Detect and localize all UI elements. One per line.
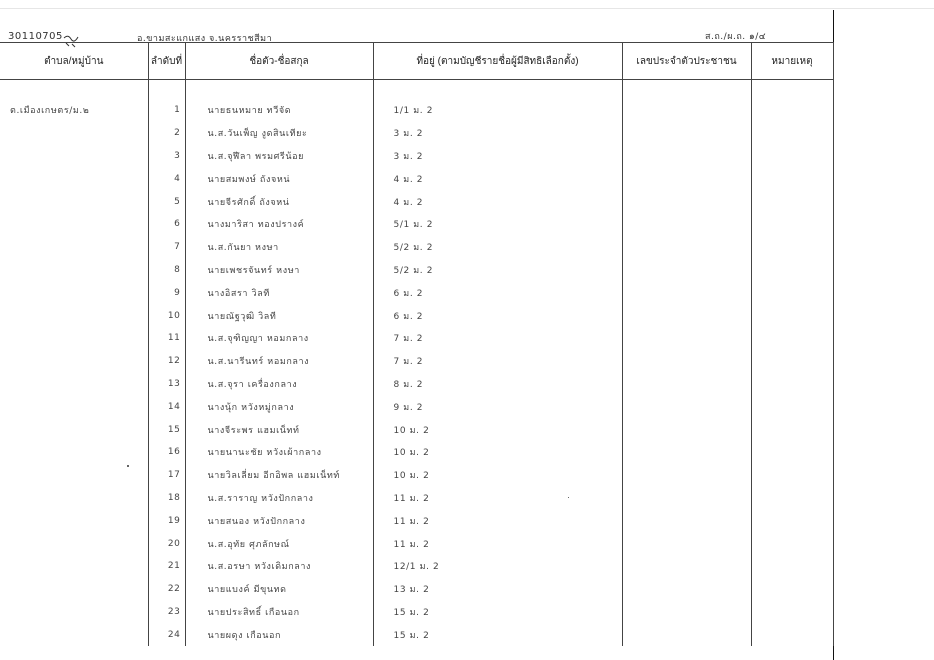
address-cell: 5/2 ม. 2 (373, 236, 622, 259)
col-remark: หมายเหตุ (751, 43, 833, 80)
name-cell: นางอิสรา วิลที (185, 281, 373, 304)
district-label: อ.ขามสะแกแสง จ.นครราชสีมา (137, 34, 273, 44)
order-cell: 21 (148, 555, 185, 578)
order-cell: 23 (148, 601, 185, 624)
order-cell: 20 (148, 532, 185, 555)
address-cell: 10 ม. 2 (373, 418, 622, 441)
name-cell: นายนานะชัย หวังเผ้ากลาง (185, 441, 373, 464)
subdistrict-cell (0, 327, 148, 350)
address-cell: 8 ม. 2 (373, 373, 622, 396)
id-number-cell (622, 167, 751, 190)
address-cell: 9 ม. 2 (373, 395, 622, 418)
id-number-cell (622, 304, 751, 327)
id-number-cell (622, 418, 751, 441)
name-cell: นายวิลเลี่ยม อีกอิพล แฮมเน็ทท์ (185, 464, 373, 487)
order-cell: 6 (148, 213, 185, 236)
order-cell: 7 (148, 236, 185, 259)
remark-cell (751, 99, 833, 122)
id-number-cell (622, 441, 751, 464)
order-cell: 2 (148, 122, 185, 145)
remark-cell (751, 532, 833, 555)
id-number-cell (622, 350, 751, 373)
id-number-cell (622, 373, 751, 396)
id-number-cell (622, 236, 751, 259)
remark-cell (751, 601, 833, 624)
order-cell: 5 (148, 190, 185, 213)
order-cell: 13 (148, 373, 185, 396)
address-cell: 7 ม. 2 (373, 350, 622, 373)
remark-cell (751, 487, 833, 510)
subdistrict-cell (0, 350, 148, 373)
id-number-cell (622, 145, 751, 168)
address-cell: 11 ม. 2 (373, 532, 622, 555)
subdistrict-cell (0, 122, 148, 145)
order-cell: 17 (148, 464, 185, 487)
subdistrict-cell (0, 532, 148, 555)
order-cell: 16 (148, 441, 185, 464)
remark-cell (751, 441, 833, 464)
name-cell: นางจีระพร แฮมเน็ทท์ (185, 418, 373, 441)
table-row (0, 122, 833, 145)
id-number-cell (622, 99, 751, 122)
name-cell: นายจีรศักดิ์ ถังจหน่ (185, 190, 373, 213)
address-cell: 10 ม. 2 (373, 464, 622, 487)
name-cell: น.ส.ราราญ หวังปักกลาง (185, 487, 373, 510)
subdistrict-cell (0, 578, 148, 601)
id-number-cell (622, 623, 751, 646)
id-number-cell (622, 259, 751, 282)
col-order: ลำดับที่ (148, 43, 185, 80)
table-row (0, 441, 833, 464)
scan-speck (127, 465, 129, 467)
subdistrict-cell (0, 213, 148, 236)
order-cell: 10 (148, 304, 185, 327)
id-number-cell (622, 213, 751, 236)
id-number-cell (622, 509, 751, 532)
order-cell: 22 (148, 578, 185, 601)
address-cell: 4 ม. 2 (373, 167, 622, 190)
address-cell: 7 ม. 2 (373, 327, 622, 350)
table-row (0, 532, 833, 555)
name-cell: นายผดุง เกือนอก (185, 623, 373, 646)
subdistrict-cell (0, 190, 148, 213)
remark-cell (751, 418, 833, 441)
id-number-cell (622, 327, 751, 350)
table-header-row (0, 43, 833, 80)
name-cell: นายเพชรจันทร์ หงษา (185, 259, 373, 282)
id-number-cell (622, 578, 751, 601)
subdistrict-cell (0, 167, 148, 190)
table-row (0, 555, 833, 578)
table-row (0, 213, 833, 236)
address-cell: 3 ม. 2 (373, 122, 622, 145)
name-cell: น.ส.จุฑิญญา หอมกลาง (185, 327, 373, 350)
name-cell: นายประสิทธิ์ เกือนอก (185, 601, 373, 624)
order-cell: 4 (148, 167, 185, 190)
id-number-cell (622, 532, 751, 555)
page-number: ส.ถ./ผ.ถ. ๑/๔ (705, 32, 767, 42)
name-cell: น.ส.จุรา เครื่องกลาง (185, 373, 373, 396)
table-row (0, 167, 833, 190)
subdistrict-cell (0, 464, 148, 487)
remark-cell (751, 555, 833, 578)
order-cell: 11 (148, 327, 185, 350)
id-number-cell (622, 601, 751, 624)
top-border (0, 8, 934, 9)
id-number-cell (622, 464, 751, 487)
address-cell: 11 ม. 2 (373, 509, 622, 532)
order-cell: 9 (148, 281, 185, 304)
subdistrict-cell (0, 487, 148, 510)
col-subdistrict: ตำบล/หมู่บ้าน (0, 43, 148, 80)
remark-cell (751, 509, 833, 532)
col-id-number: เลขประจำตัวประชาชน (622, 43, 751, 80)
document-code: 30110705 (8, 31, 63, 42)
table-row (0, 601, 833, 624)
name-cell: น.ส.นารีนทร์ หอมกลาง (185, 350, 373, 373)
name-cell: น.ส.กันยา หงษา (185, 236, 373, 259)
address-cell: 6 ม. 2 (373, 281, 622, 304)
remark-cell (751, 213, 833, 236)
subdistrict-cell (0, 395, 148, 418)
table-row (0, 395, 833, 418)
name-cell: น.ส.อรษา หวังเดิมกลาง (185, 555, 373, 578)
id-number-cell (622, 487, 751, 510)
order-cell: 12 (148, 350, 185, 373)
address-cell: 15 ม. 2 (373, 601, 622, 624)
name-cell: นายณัฐวุฒิ วิลที (185, 304, 373, 327)
col-address: ที่อยู่ (ตามบัญชีรายชื่อผู้มีสิทธิเลือกตั้ง) (373, 43, 622, 80)
id-number-cell (622, 281, 751, 304)
address-cell: 4 ม. 2 (373, 190, 622, 213)
subdistrict-cell (0, 145, 148, 168)
order-cell: 14 (148, 395, 185, 418)
address-cell: 3 ม. 2 (373, 145, 622, 168)
subdistrict-cell (0, 623, 148, 646)
name-cell: นายสมพงษ์ ถังจหน่ (185, 167, 373, 190)
col-name: ชื่อตัว-ชื่อสกุล (185, 43, 373, 80)
subdistrict-cell: ต.เมืองเกษตร/ม.๒ (0, 99, 148, 122)
subdistrict-cell (0, 236, 148, 259)
table-row (0, 281, 833, 304)
table-row (0, 509, 833, 532)
subdistrict-cell (0, 555, 148, 578)
address-cell: 15 ม. 2 (373, 623, 622, 646)
subdistrict-cell (0, 601, 148, 624)
table-row (0, 327, 833, 350)
address-cell: 12/1 ม. 2 (373, 555, 622, 578)
address-cell: 1/1 ม. 2 (373, 99, 622, 122)
remark-cell (751, 145, 833, 168)
table-row (0, 464, 833, 487)
order-cell: 8 (148, 259, 185, 282)
address-cell: 5/1 ม. 2 (373, 213, 622, 236)
remark-cell (751, 464, 833, 487)
id-number-cell (622, 122, 751, 145)
name-cell: นางนุ้ก หวังหมู่กลาง (185, 395, 373, 418)
address-cell: 6 ม. 2 (373, 304, 622, 327)
order-cell: 15 (148, 418, 185, 441)
table-row (0, 304, 833, 327)
address-cell: 5/2 ม. 2 (373, 259, 622, 282)
subdistrict-cell (0, 509, 148, 532)
remark-cell (751, 190, 833, 213)
remark-cell (751, 259, 833, 282)
table-row (0, 145, 833, 168)
order-cell: 1 (148, 99, 185, 122)
order-cell: 18 (148, 487, 185, 510)
address-cell: 13 ม. 2 (373, 578, 622, 601)
table-row (0, 236, 833, 259)
address-cell: 10 ม. 2 (373, 441, 622, 464)
remark-cell (751, 327, 833, 350)
name-cell: นายสนอง หวังปักกลาง (185, 509, 373, 532)
table-row (0, 578, 833, 601)
subdistrict-cell (0, 441, 148, 464)
table-row (0, 99, 833, 122)
table-row (0, 623, 833, 646)
voter-table (0, 42, 834, 646)
remark-cell (751, 578, 833, 601)
id-number-cell (622, 395, 751, 418)
table-row (0, 418, 833, 441)
remark-cell (751, 281, 833, 304)
address-cell: 11 ม. 2 (373, 487, 622, 510)
subdistrict-cell (0, 373, 148, 396)
order-cell: 24 (148, 623, 185, 646)
id-number-cell (622, 555, 751, 578)
spacer-row (0, 80, 833, 100)
remark-cell (751, 350, 833, 373)
name-cell: น.ส.วันเพ็ญ งูดสินเทียะ (185, 122, 373, 145)
remark-cell (751, 623, 833, 646)
order-cell: 3 (148, 145, 185, 168)
subdistrict-cell (0, 304, 148, 327)
name-cell: นายธนหมาย ทวีจัด (185, 99, 373, 122)
table-row (0, 259, 833, 282)
name-cell: นางมาริสา ทองปรางค์ (185, 213, 373, 236)
name-cell: นายแบงค์ มีขุนทด (185, 578, 373, 601)
table-row (0, 350, 833, 373)
remark-cell (751, 122, 833, 145)
table-row (0, 373, 833, 396)
subdistrict-cell (0, 418, 148, 441)
name-cell: น.ส.อุทัย ศุภลักษณ์ (185, 532, 373, 555)
remark-cell (751, 395, 833, 418)
subdistrict-cell (0, 259, 148, 282)
name-cell: น.ส.จุฬีลา พรมศรีน้อย (185, 145, 373, 168)
remark-cell (751, 167, 833, 190)
table-row (0, 190, 833, 213)
remark-cell (751, 373, 833, 396)
subdistrict-cell (0, 281, 148, 304)
scan-speck (568, 497, 569, 498)
remark-cell (751, 236, 833, 259)
id-number-cell (622, 190, 751, 213)
order-cell: 19 (148, 509, 185, 532)
table-row (0, 487, 833, 510)
remark-cell (751, 304, 833, 327)
